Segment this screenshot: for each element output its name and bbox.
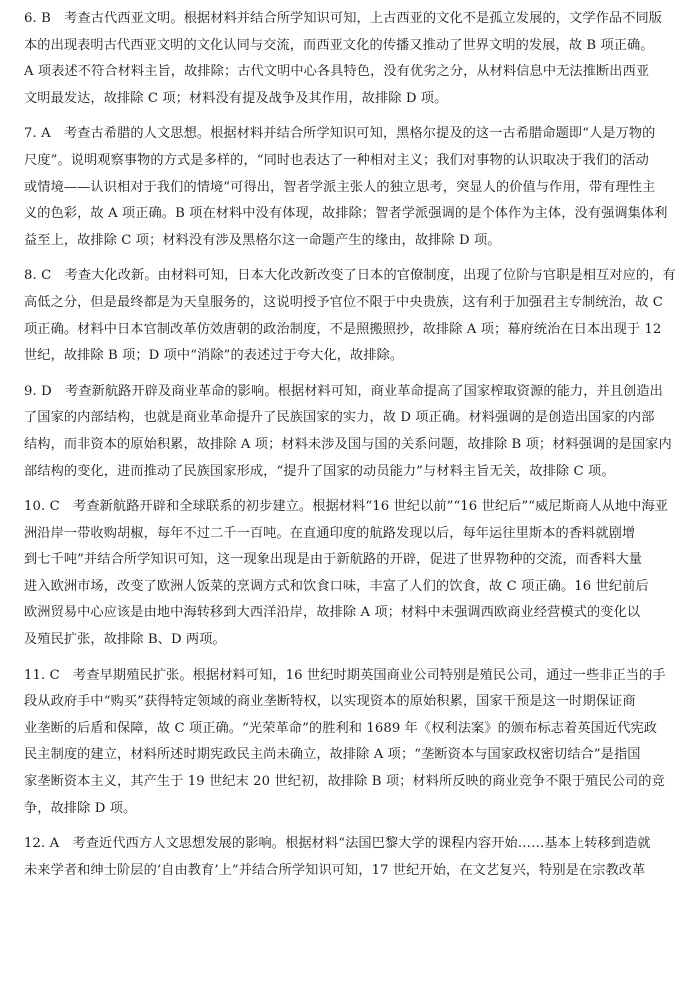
text-line: 洲沿岸一带收购胡椒，每年不过二千一百吨。在直通印度的航路发现以后，每年运往里斯本的香料就剧增: [24, 525, 636, 541]
text-line: 7. A 考查古希腊的人文思想。根据材料并结合所学知识可知，黑格尔提及的这一古希腊命题即“人是万物的: [24, 126, 656, 142]
text-line: 12. A 考查近代西方人文思想发展的影响。根据材料“法国巴黎大学的课程内容开始……基本上转移到造就: [24, 836, 651, 852]
text-line: 进入欧洲市场，改变了欧洲人饭菜的烹调方式和饮食口味，丰富了人们的饮食，故 C 项正确。16 世纪前后: [24, 578, 649, 594]
answer-item-11: [24, 663, 678, 823]
text-line: 了国家的内部结构，也就是商业革命提升了民族国家的实力，故 D 项正确。材料强调的是创造出国家的内部: [24, 410, 655, 426]
text-line: 争，故排除 D 项。: [24, 800, 137, 816]
answer-item-12: [24, 831, 678, 884]
answer-item-6: [24, 6, 678, 112]
text-line: 及殖民扩张，故排除 B、D 两项。: [24, 632, 226, 648]
text-line: 尺度”。说明观察事物的方式是多样的，“同时也表达了一种相对主义；我们对事物的认识取决于我们的活动: [24, 152, 649, 168]
text-line: 业垄断的后盾和保障，故 C 项正确。“光荣革命”的胜利和 1689 年《权利法案》的颁布标志着英国近代宪政: [24, 720, 658, 736]
text-line: 世纪，故排除 B 项；D 项中“消除”的表述过于夸大化，故排除。: [24, 348, 404, 364]
text-line: 民主制度的建立，材料所述时期宪政民主尚未确立，故排除 A 项；“垄断资本与国家政权密切结合”是指国: [24, 747, 641, 763]
text-line: A 项表述不符合材料主旨，故排除；古代文明中心各具特色，没有优劣之分，从材料信息中无法推断出西亚: [24, 64, 650, 80]
answer-item-10: [24, 494, 678, 654]
text-line: 11. C 考查早期殖民扩张。根据材料可知，16 世纪时期英国商业公司特别是殖民公司，通过一些非正当的手: [24, 667, 666, 683]
text-line: 10. C 考查新航路开辟和全球联系的初步建立。根据材料“16 世纪以前”“16 世纪后”“威尼斯商人从地中海亚: [24, 499, 669, 515]
text-line: 结构，而非资本的原始积累，故排除 A 项；材料未涉及国与国的关系问题，故排除 B 项；材料强调的是国家内: [24, 436, 672, 452]
text-line: 6. B 考查古代西亚文明。根据材料并结合所学知识可知，上古西亚的文化不是孤立发展的，文学作品不同版: [24, 11, 663, 26]
answer-item-7: [24, 121, 678, 254]
text-line: 未来学者和绅士阶层的‘自由教育’上”并结合所学知识可知，17 世纪开始，在文艺复兴，特别是在宗教改革: [24, 862, 646, 878]
text-line: 益至上，故排除 C 项；材料没有涉及黑格尔这一命题产生的缘由，故排除 D 项。: [24, 232, 501, 248]
text-line: 项正确。材料中日本官制改革仿效唐朝的政治制度，不是照搬照抄，故排除 A 项；幕府统治在日本出现于 12: [24, 321, 662, 337]
text-line: 文明最发达，故排除 C 项；材料没有提及战争及其作用，故排除 D 项。: [24, 90, 448, 106]
text-line: 欧洲贸易中心应该是由地中海转移到大西洋沿岸，故排除 A 项；材料中未强调西欧商业经营模式的变化以: [24, 605, 641, 621]
text-line: 到七千吨”并结合所学知识可知，这一现象出现是由于新航路的开辟，促进了世界物种的交流，而香料大量: [24, 552, 643, 568]
text-line: 部结构的变化，进而推动了民族国家形成，“提升了国家的动员能力”与材料主旨无关，故排除 C 项。: [24, 463, 615, 479]
answer-item-8: [24, 263, 678, 369]
text-line: 或情境——认识相对于我们的情境”可得出，智者学派主张人的独立思考，突显人的价值与作用，带有理性主: [24, 179, 656, 195]
text-line: 义的色彩，故 A 项正确。B 项在材料中没有体现，故排除；智者学派强调的是个体作为主体，没有强调集体利: [24, 206, 668, 222]
text-line: 段从政府手中“购买”获得特定领域的商业垄断特权，以实现资本的原始积累，国家干预是这一时期保证商: [24, 694, 636, 710]
text-line: 家垄断资本主义，其产生于 19 世纪末 20 世纪初，故排除 B 项；材料所反映的商业竞争不限于殖民公司的竞: [24, 774, 665, 790]
text-line: 8. C 考查大化改新。由材料可知，日本大化改新改变了日本的官僚制度，出现了位阶与官职是相互对应的，有: [24, 268, 676, 284]
text-line: 9. D 考查新航路开辟及商业革命的影响。根据材料可知，商业革命提高了国家榨取资源的能力，并且创造出: [24, 383, 663, 399]
answer-item-9: [24, 379, 678, 485]
text-line: 高低之分，但是最终都是为天皇服务的，这说明授予官位不限于中央贵族，这有利于加强君主专制统治，故 C: [24, 294, 663, 310]
text-line: 本的出现表明古代西亚文明的文化认同与交流，而西亚文化的传播又推动了世界文明的发展，故 B 项正确。: [24, 37, 654, 53]
